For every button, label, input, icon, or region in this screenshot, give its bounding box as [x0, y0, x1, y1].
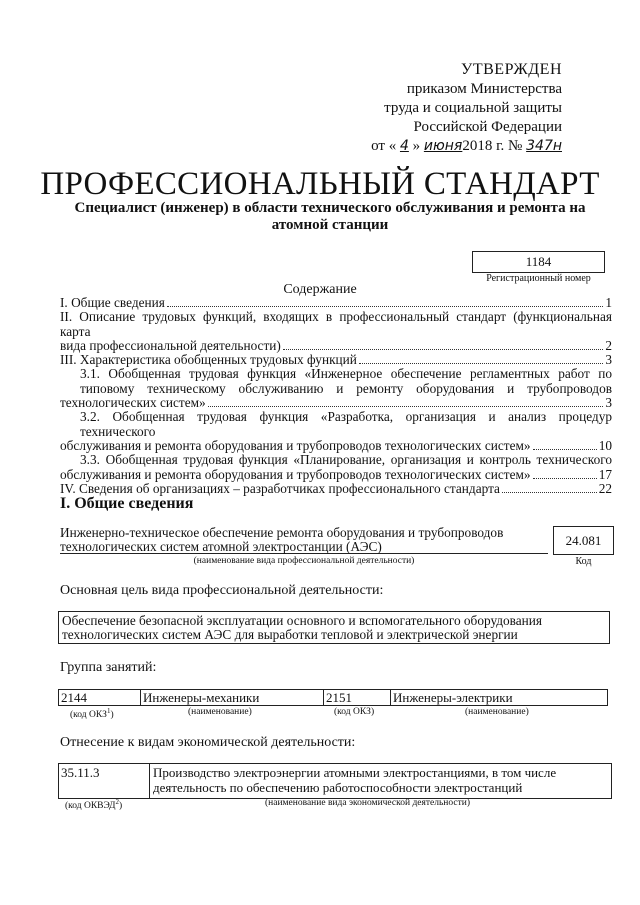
toc-item[interactable]: 3.2. Обобщенная трудовая функция «Разработка, организация и анализ процедур технического обслуживания и ремонта оборудования и трубопроводов технологических систем» 10 [60, 409, 612, 453]
table-row [59, 690, 608, 706]
date-month: июня [423, 138, 463, 154]
activity-label: Отнесение к видам экономической деятельности: [60, 735, 356, 750]
occupation-name-2: Инженеры-электрики [391, 690, 608, 706]
occupation-group-table [58, 689, 608, 706]
toc-item[interactable]: 3.3. Обобщенная трудовая функция «Планирование, организация и контроль технического обслуживания и ремонта оборудования и трубопроводов технологических систем» 17 [60, 452, 612, 482]
toc-item[interactable]: 3.1. Обобщенная трудовая функция «Инженерное обеспечение регламентных работ по типовому техническому обслуживанию и ремонту оборудования и трубопроводов технологических систем» 3 [60, 366, 612, 411]
name-caption-2: (наименование) [465, 707, 529, 717]
okved-description: Производство электроэнергии атомными электростанциями, в том числе деятельность по обеспечению работоспособности электростанций [153, 765, 557, 795]
okz-caption-1: (код ОКЗ$^1$) [70, 707, 114, 721]
name-caption-1: (наименование) [188, 707, 252, 717]
registration-number-label: Регистрационный номер [486, 273, 591, 284]
section-title: I. Общие сведения [60, 495, 194, 512]
date-day: 4 [399, 138, 409, 154]
approval-title: УТВЕРЖДЕН [461, 61, 562, 78]
okz-code-2: 2151 [324, 690, 391, 706]
okz-caption-2: (код ОКЗ) [334, 707, 375, 717]
okz-code-1: 2144 [59, 690, 141, 706]
occupation-name-1: Инженеры-механики [141, 690, 324, 706]
goal-box: Обеспечение безопасной эксплуатации основного и вспомогательного оборудования технологических систем АЭС для выработки тепловой и электрической энергии [58, 611, 610, 644]
toc-item[interactable]: III. Характеристика обобщенных трудовых функций 3 [60, 352, 612, 368]
toc-item[interactable]: I. Общие сведения 1 [60, 295, 612, 310]
group-label: Группа занятий: [60, 660, 157, 675]
toc-heading: Содержание [283, 282, 357, 297]
order-number: 347н [526, 138, 562, 154]
goal-label: Основная цель вида профессиональной деятельности: [60, 583, 384, 598]
registration-number-box: 1184 [472, 251, 605, 273]
approval-line-2: труда и социальной защиты [384, 100, 562, 116]
document-title: ПРОФЕССИОНАЛЬНЫЙ СТАНДАРТ [40, 166, 600, 202]
approval-line-1: приказом Министерства [406, 81, 562, 97]
okved-name-caption: (наименование вида экономической деятельности) [265, 798, 470, 808]
activity-kind-caption: (наименование вида профессиональной деятельности) [193, 556, 415, 566]
activity-code-caption: Код [575, 556, 592, 567]
okved-caption: (код ОКВЭД$^2$) [65, 798, 123, 812]
activity-kind-name: Инженерно-техническое обеспечение ремонта оборудования и трубопроводов технологических систем атомной электростанции (АЭС) [60, 526, 548, 554]
approval-date-line [371, 137, 562, 156]
toc-item[interactable]: II. Описание трудовых функций, входящих в профессиональный стандарт (функциональная карта вида профессиональной деятельности) 2 [60, 309, 612, 353]
date-year: 2018 г. № [462, 138, 523, 154]
okved-table [58, 763, 612, 799]
approval-block [371, 60, 562, 156]
toc-item[interactable]: IV. Сведения об организациях – разработчиках профессионального стандарта 22 [60, 480, 612, 496]
table-of-contents [60, 296, 612, 496]
document-subtitle: Специалист (инженер) в области технического обслуживания и ремонта на атомной станции [74, 200, 586, 233]
activity-code: 24.081 [553, 526, 614, 555]
date-prefix: от « [371, 138, 397, 154]
date-mid: » [412, 138, 421, 154]
approval-line-3: Российской Федерации [413, 119, 562, 135]
okved-code: 35.11.3 [61, 765, 100, 780]
